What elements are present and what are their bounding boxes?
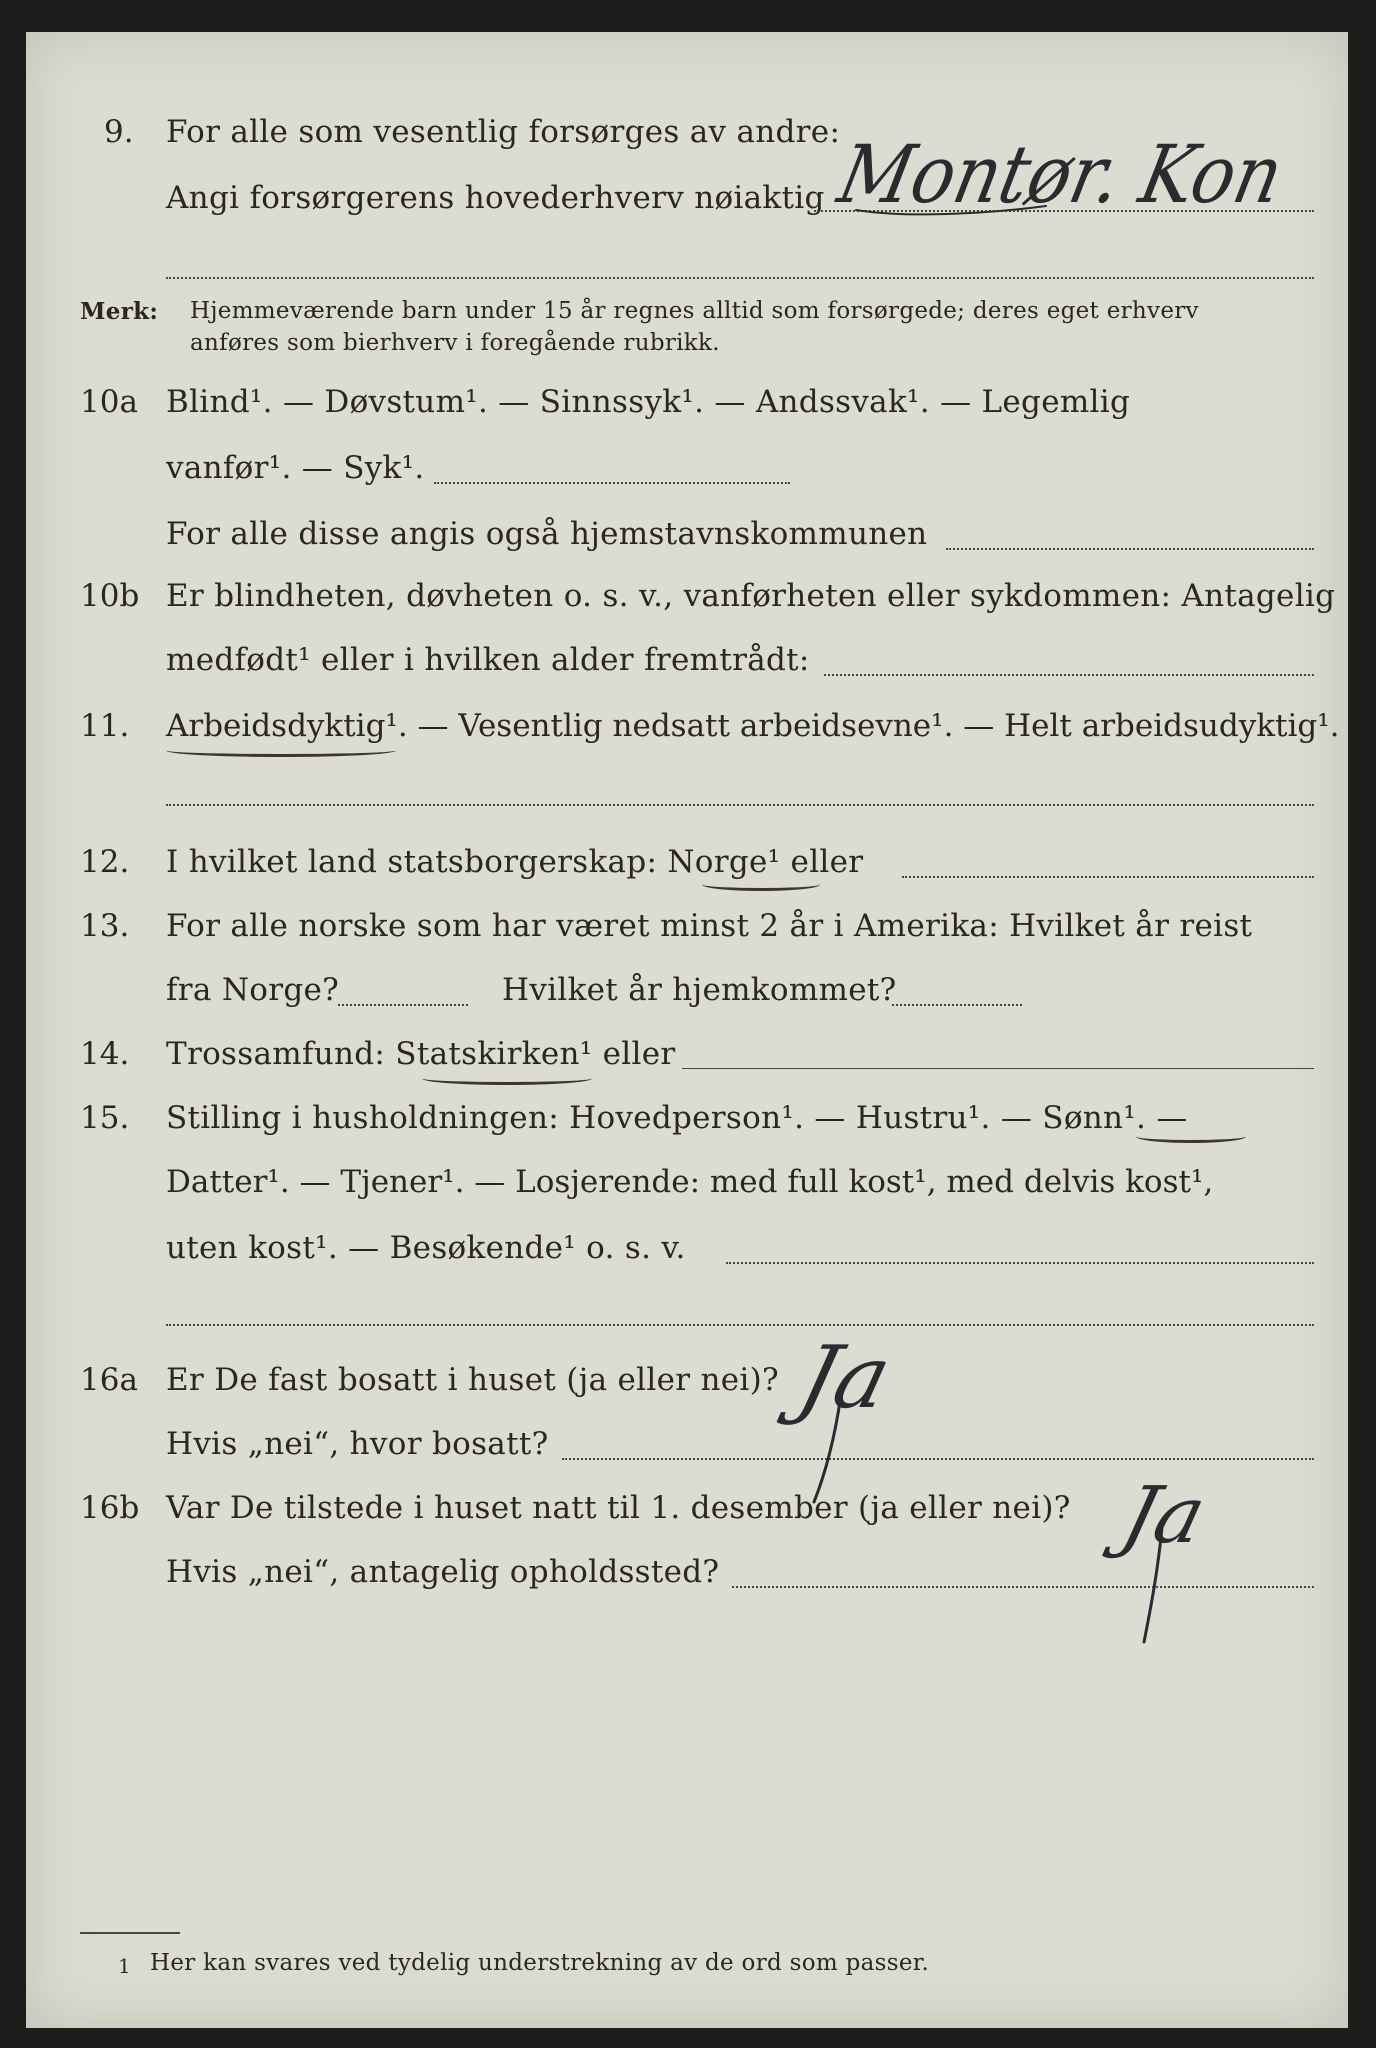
q9-line2: Angi forsørgerens hovederhverv nøiaktig — [166, 180, 825, 216]
q16b-line1: Var De tilstede i huset natt til 1. desember (ja eller nei)? — [166, 1490, 1071, 1526]
q11-underline-arbeidsdyktig — [166, 744, 396, 757]
q11-number: 11. — [80, 708, 130, 744]
census-form-page — [26, 32, 1348, 2028]
q15-answer-line-2 — [166, 1324, 1314, 1326]
q16a-number: 16a — [80, 1362, 138, 1398]
q10a-line3: For alle disse angis også hjemstavnskommunen — [166, 516, 928, 552]
q10a-syk-line — [434, 482, 790, 484]
q10b-line1: Er blindheten, døvheten o. s. v., vanførheten eller sykdommen: Antagelig — [166, 578, 1336, 614]
q16a-line2: Hvis „nei“, hvor bosatt? — [166, 1426, 549, 1462]
svg-text:Ja: Ja — [789, 1327, 901, 1428]
q15-line2: Datter¹. — Tjener¹. — Losjerende: med full kost¹, med delvis kost¹, — [166, 1164, 1214, 1200]
q11-answer-line — [166, 804, 1314, 806]
q16a-line1: Er De fast bosatt i huset (ja eller nei)? — [166, 1362, 779, 1398]
q10a-line2: vanfør¹. — Syk¹. — [166, 450, 425, 486]
q9-answer-line-2 — [166, 277, 1314, 279]
q14-answer-line — [682, 1068, 1314, 1069]
q13-line2b: Hvilket år hjemkommet? — [502, 972, 897, 1008]
q13-line2a: fra Norge? — [166, 972, 340, 1008]
q12-underline-norge — [702, 878, 820, 891]
q16b-number: 16b — [80, 1490, 140, 1526]
q10b-answer-line — [824, 674, 1314, 676]
q12-answer-line — [902, 876, 1314, 878]
q13-reist-line — [338, 1004, 468, 1006]
q13-number: 13. — [80, 908, 130, 944]
q14-underline-statskirken — [422, 1072, 592, 1085]
q14-line1: Trossamfund: Statskirken¹ eller — [166, 1036, 676, 1072]
q13-hjemkommet-line — [892, 1004, 1022, 1006]
footnote-mark: 1 — [118, 1954, 132, 1978]
q14-number: 14. — [80, 1036, 130, 1072]
q9-number: 9. — [104, 114, 134, 150]
note-line1: Hjemmeværende barn under 15 år regnes alltid som forsørgede; deres eget erhverv — [190, 298, 1199, 324]
q13-line1: For alle norske som har været minst 2 år i Amerika: Hvilket år reist — [166, 908, 1253, 944]
q9-handwritten-answer — [830, 122, 1350, 262]
q15-line1: Stilling i husholdningen: Hovedperson¹. — Hustru¹. — Sønn¹. — — [166, 1100, 1188, 1136]
footnote-text: Her kan svares ved tydelig understrekning av de ord som passer. — [150, 1950, 930, 1976]
note-line2: anføres som bierhverv i foregående rubrikk. — [190, 330, 720, 356]
q12-number: 12. — [80, 844, 130, 880]
q11-line1: Arbeidsdyktig¹. — Vesentlig nedsatt arbeidsevne¹. — Helt arbeidsudyktig¹. — [166, 708, 1340, 744]
q9-line1: For alle som vesentlig forsørges av andre: — [166, 114, 841, 150]
svg-text:Montør. Kon: Montør. Kon — [830, 128, 1350, 222]
q10a-line1: Blind¹. — Døvstum¹. — Sinnssyk¹. — Andssvak¹. — Legemlig — [166, 384, 1131, 420]
q12-line1: I hvilket land statsborgerskap: Norge¹ eller — [166, 844, 864, 880]
q15-underline-sonn — [1136, 1130, 1246, 1143]
q16b-handwritten-answer — [1113, 1469, 1296, 1652]
q15-line3: uten kost¹. — Besøkende¹ o. s. v. — [166, 1230, 686, 1266]
q15-number: 15. — [80, 1100, 130, 1136]
q10a-number: 10a — [80, 384, 138, 420]
q10b-number: 10b — [80, 578, 140, 614]
q10a-hjemstavn-line — [946, 548, 1314, 550]
note-label: Merk: — [80, 298, 159, 325]
svg-text:Ja: Ja — [1113, 1469, 1215, 1561]
footnote-rule — [80, 1932, 180, 1934]
q16b-line2: Hvis „nei“, antagelig opholdssted? — [166, 1554, 720, 1590]
q15-answer-line — [726, 1262, 1314, 1264]
q10b-line2: medfødt¹ eller i hvilken alder fremtrådt: — [166, 642, 810, 678]
